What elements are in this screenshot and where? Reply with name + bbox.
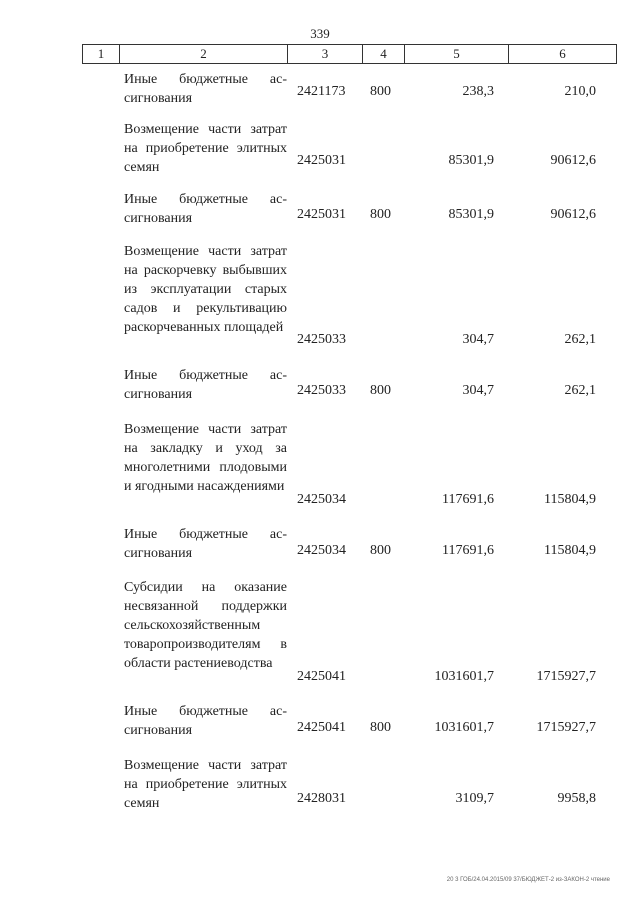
document-footer: 20 3 ГОБ/24.04.2015/09 37/БЮДЖЕТ-2 из-ЗАКОН-2 чтение — [446, 877, 610, 883]
row-value-6: 1715927,7 — [536, 669, 596, 684]
row-value-6: 210,0 — [564, 84, 596, 99]
header-col-5: 5 — [405, 45, 509, 63]
row-value-5: 238,3 — [462, 84, 494, 99]
row-value-6: 262,1 — [564, 332, 596, 347]
row-value-6: 9958,8 — [557, 791, 596, 806]
row-value-6: 1715927,7 — [536, 720, 596, 735]
row-description: Возмещение части затрат на приобретение элитных семян — [124, 122, 287, 175]
header-col-6: 6 — [559, 46, 566, 61]
row-kind: 800 — [370, 207, 391, 222]
row-value-6: 262,1 — [564, 383, 596, 398]
row-value-5: 117691,6 — [442, 492, 494, 507]
row-kind: 800 — [370, 543, 391, 558]
row-code: 2425034 — [297, 492, 346, 507]
row-description: Иные бюджетные ассигнования — [124, 368, 287, 402]
row-value-5: 85301,9 — [448, 153, 494, 168]
row-value-5: 117691,6 — [442, 543, 494, 558]
row-kind: 800 — [370, 84, 391, 99]
row-kind: 800 — [370, 720, 391, 735]
row-value-5: 3109,7 — [455, 791, 494, 806]
row-description: Возмещение части затрат на закладку и уход за многолетними плодовыми и ягодными насаждениями — [124, 422, 287, 494]
table-header — [82, 44, 617, 64]
row-description: Возмещение части затрат на приобретение элитных семян — [124, 758, 287, 811]
row-code: 2428031 — [297, 791, 346, 806]
row-value-5: 304,7 — [462, 332, 494, 347]
header-col-4: 4 — [363, 45, 405, 63]
row-code: 2425041 — [297, 669, 346, 684]
row-description: Иные бюджетные ассигнования — [124, 704, 287, 738]
row-value-6: 90612,6 — [550, 207, 596, 222]
row-value-5: 1031601,7 — [434, 720, 494, 735]
header-col-3: 3 — [288, 45, 363, 63]
row-value-6: 115804,9 — [544, 492, 596, 507]
row-code: 2421173 — [297, 84, 346, 99]
row-code: 2425041 — [297, 720, 346, 735]
row-value-6: 115804,9 — [544, 543, 596, 558]
header-col-2: 2 — [120, 45, 288, 63]
row-description: Иные бюджетные ассигнования — [124, 192, 287, 226]
page-number: 339 — [310, 26, 330, 41]
row-value-5: 1031601,7 — [434, 669, 494, 684]
row-code: 2425034 — [297, 543, 346, 558]
row-code: 2425031 — [297, 207, 346, 222]
row-code: 2425033 — [297, 383, 346, 398]
row-value-6: 90612,6 — [550, 153, 596, 168]
row-description: Иные бюджетные ассигнования — [124, 527, 287, 561]
row-value-5: 304,7 — [462, 383, 494, 398]
row-description: Возмещение части затрат на раскорчевку выбывших из эксплуатации старых садов и рекультивацию раскорчеванных площадей — [124, 244, 287, 335]
row-description: Субсидии на оказание несвязанной поддержки сельскохозяйственным товаропроизводителям в области растениеводства — [124, 580, 287, 671]
row-code: 2425031 — [297, 153, 346, 168]
row-code: 2425033 — [297, 332, 346, 347]
row-description: Иные бюджетные ассигнования — [124, 72, 287, 106]
header-col-1: 1 — [83, 45, 120, 63]
row-kind: 800 — [370, 383, 391, 398]
row-value-5: 85301,9 — [448, 207, 494, 222]
